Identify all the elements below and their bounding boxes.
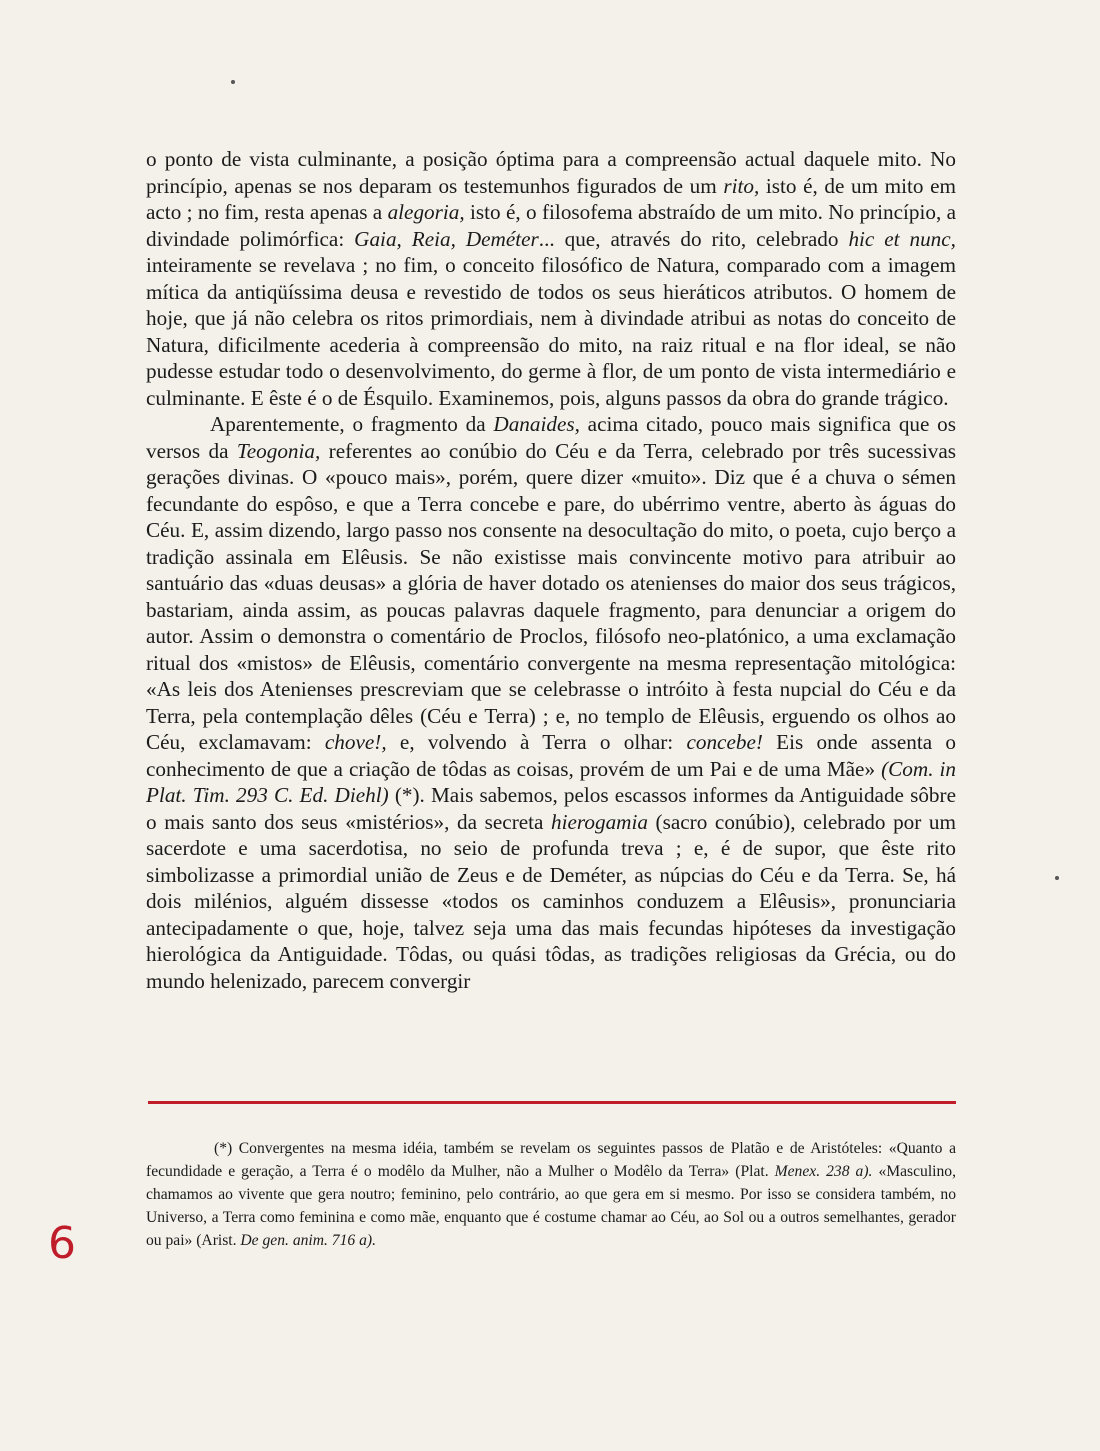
paragraph-1: o ponto de vista culminante, a posição óptima para a compreensão actual daquele mito. No princípio, apenas se nos deparam os testemunhos figurados de um rito, isto é, de um mito em acto ; no fim, resta apenas a alegoria, isto é, o filosofema abstraído de um mito. No princípio, a divindade polimórfica: Gaia, Reia, Deméter... que, através do rito, celebrado hic et nunc, inteiramente se revelava ; no fim, o conceito filosófico de Natura, comparado com a imagem mítica da antiqüíssima deusa e revestido de todos os seus hieráticos atributos. O homem de hoje, que já não celebra os ritos primordiais, nem à divindade atribui as notas do conceito de Natura, dificilmente acederia à compreensão do mito, na raiz ritual e na flor ideal, se não pudesse estudar todo o desenvolvimento, do germe à flor, de um ponto de vista intermediário e culminante. E êste é o de Ésquilo. Examinemos, pois, alguns passos da obra do grande trágico. [146,147,956,410]
footnote-divider [148,1101,956,1104]
ink-speck [231,80,235,84]
main-text [146,146,956,994]
footnote [146,1137,956,1252]
ink-speck [1055,876,1059,880]
footnote-text: (*) Convergentes na mesma idéia, também se revelam os seguintes passos de Platão e de Aristóteles: «Quanto a fecundidade e geração, a Terra é o modêlo da Mulher, não a Mulher o Modêlo da Terra» (Plat. Menex. 238 a). «Masculino, chamamos ao vivente que gera noutro; feminino, pelo contrário, ao que gera em si mesmo. Por isso se considera também, no Universo, a Terra como feminina e como mãe, enquanto que é costume chamar ao Céu, ao Sol ou a outros semelhantes, gerador ou pai» (Arist. De gen. anim. 716 a). [146,1140,956,1249]
paragraph-2: Aparentemente, o fragmento da Danaides, acima citado, pouco mais significa que os versos da Teogonia, referentes ao conúbio do Céu e da Terra, celebrado por três sucessivas gerações divinas. O «pouco mais», porém, quere dizer «muito». Diz que é a chuva o sémen fecundante do espôso, e que a Terra concebe e pare, do ubérrimo ventre, aberto às águas do Céu. E, assim dizendo, largo passo nos consente na desocultação do mito, o poeta, cujo berço a tradição assinala em Elêusis. Se não existisse mais convincente motivo para atribuir ao santuário das «duas deusas» a glória de haver dotado os atenienses do maior dos seus trágicos, bastariam, ainda assim, as poucas palavras daquele fragmento, para denunciar a origem do autor. Assim o demonstra o comentário de Proclos, filósofo neo-platónico, a uma exclamação ritual dos «mistos» de Elêusis, comentário convergente na mesma representação mitológica: «As leis dos Atenienses prescreviam que se celebrasse o intróito à festa nupcial do Céu e da Terra, pela contemplação dêles (Céu e Terra) ; e, no templo de Elêusis, erguendo os olhos ao Céu, exclamavam: chove!, e, volvendo à Terra o olhar: concebe! Eis onde assenta o conhecimento de que a criação de tôdas as coisas, provém de um Pai e de uma Mãe» (Com. in Plat. Tim. 293 C. Ed. Diehl) (*). Mais sabemos, pelos escassos informes da Antiguidade sôbre o mais santo dos seus «mistérios», da secreta hierogamia (sacro conúbio), celebrado por um sacerdote e uma sacerdotisa, no seio de profunda treva ; e, é de supor, que êste rito simbolizasse a primordial união de Zeus e de Deméter, as núpcias do Céu e da Terra. Se, há dois milénios, alguém dissesse «todos os caminhos conduzem a Elêusis», pronunciaria antecipadamente o que, hoje, talvez seja uma das mais fecundas hipóteses da investigação hierológica da Antiguidade. Tôdas, ou quási tôdas, as tradições religiosas da Grécia, ou do mundo helenizado, parecem convergir [146,412,957,993]
page-number: 6 [48,1218,76,1269]
